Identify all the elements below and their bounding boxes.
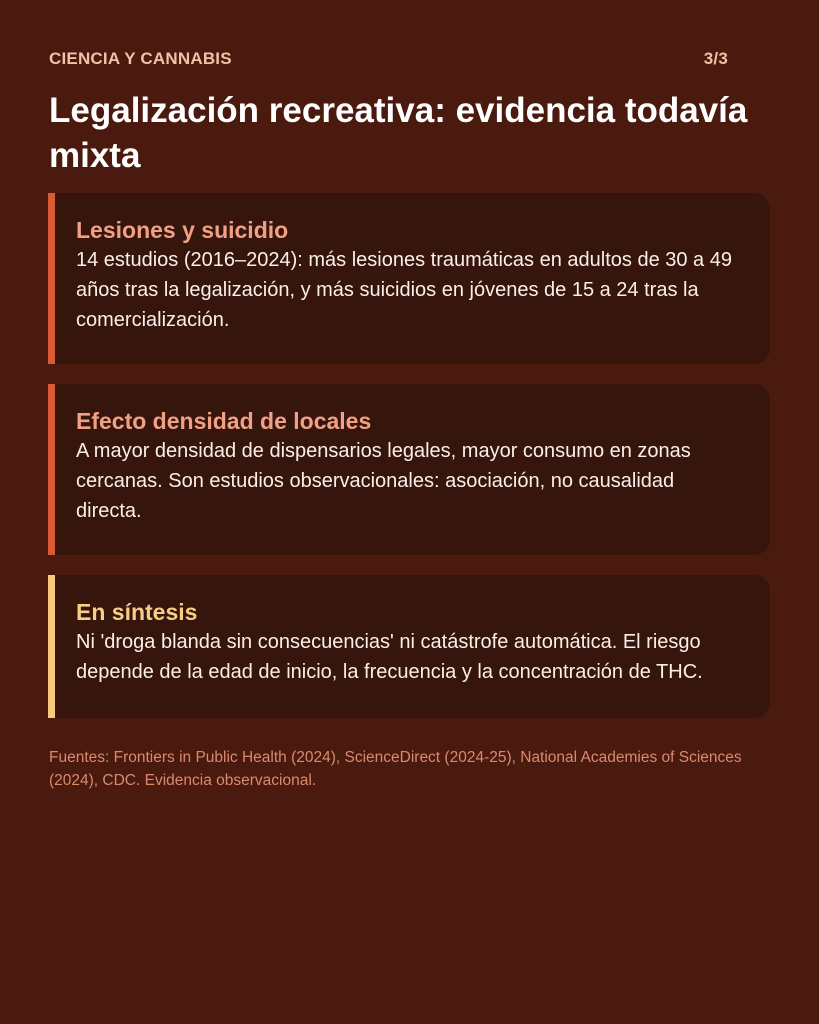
card-accent-bar xyxy=(48,575,55,718)
slide-header xyxy=(49,49,728,69)
card-heading: Efecto densidad de locales xyxy=(76,408,372,434)
card-outlet-density xyxy=(48,384,770,555)
page-title: Legalización recreativa: evidencia todavía mixta xyxy=(49,91,748,175)
card-heading: En síntesis xyxy=(76,599,198,625)
section-kicker: CIENCIA Y CANNABIS xyxy=(49,49,232,68)
card-heading: Lesiones y suicidio xyxy=(76,217,289,243)
card-accent-bar xyxy=(48,384,55,555)
card-body: Ni 'droga blanda sin consecuencias' ni catástrofe automática. El riesgo depende de la edad de inicio, la frecuencia y la concentración de THC. xyxy=(76,631,703,683)
card-accent-bar xyxy=(48,193,55,364)
card-injuries-suicide xyxy=(48,193,770,364)
card-body: A mayor densidad de dispensarios legales, mayor consumo en zonas cercanas. Son estudios observacionales: asociación, no causalidad directa. xyxy=(76,440,691,522)
card-body: 14 estudios (2016–2024): más lesiones traumáticas en adultos de 30 a 49 años tras la legalización, y más suicidios en jóvenes de 15 a 24 tras la comercialización. xyxy=(76,249,732,331)
page-indicator: 3/3 xyxy=(703,49,728,68)
card-summary xyxy=(48,575,770,718)
sources-note: Fuentes: Frontiers in Public Health (2024), ScienceDirect (2024-25), National Academies of Sciences (2024), CDC. Evidencia observacional. xyxy=(49,749,742,789)
